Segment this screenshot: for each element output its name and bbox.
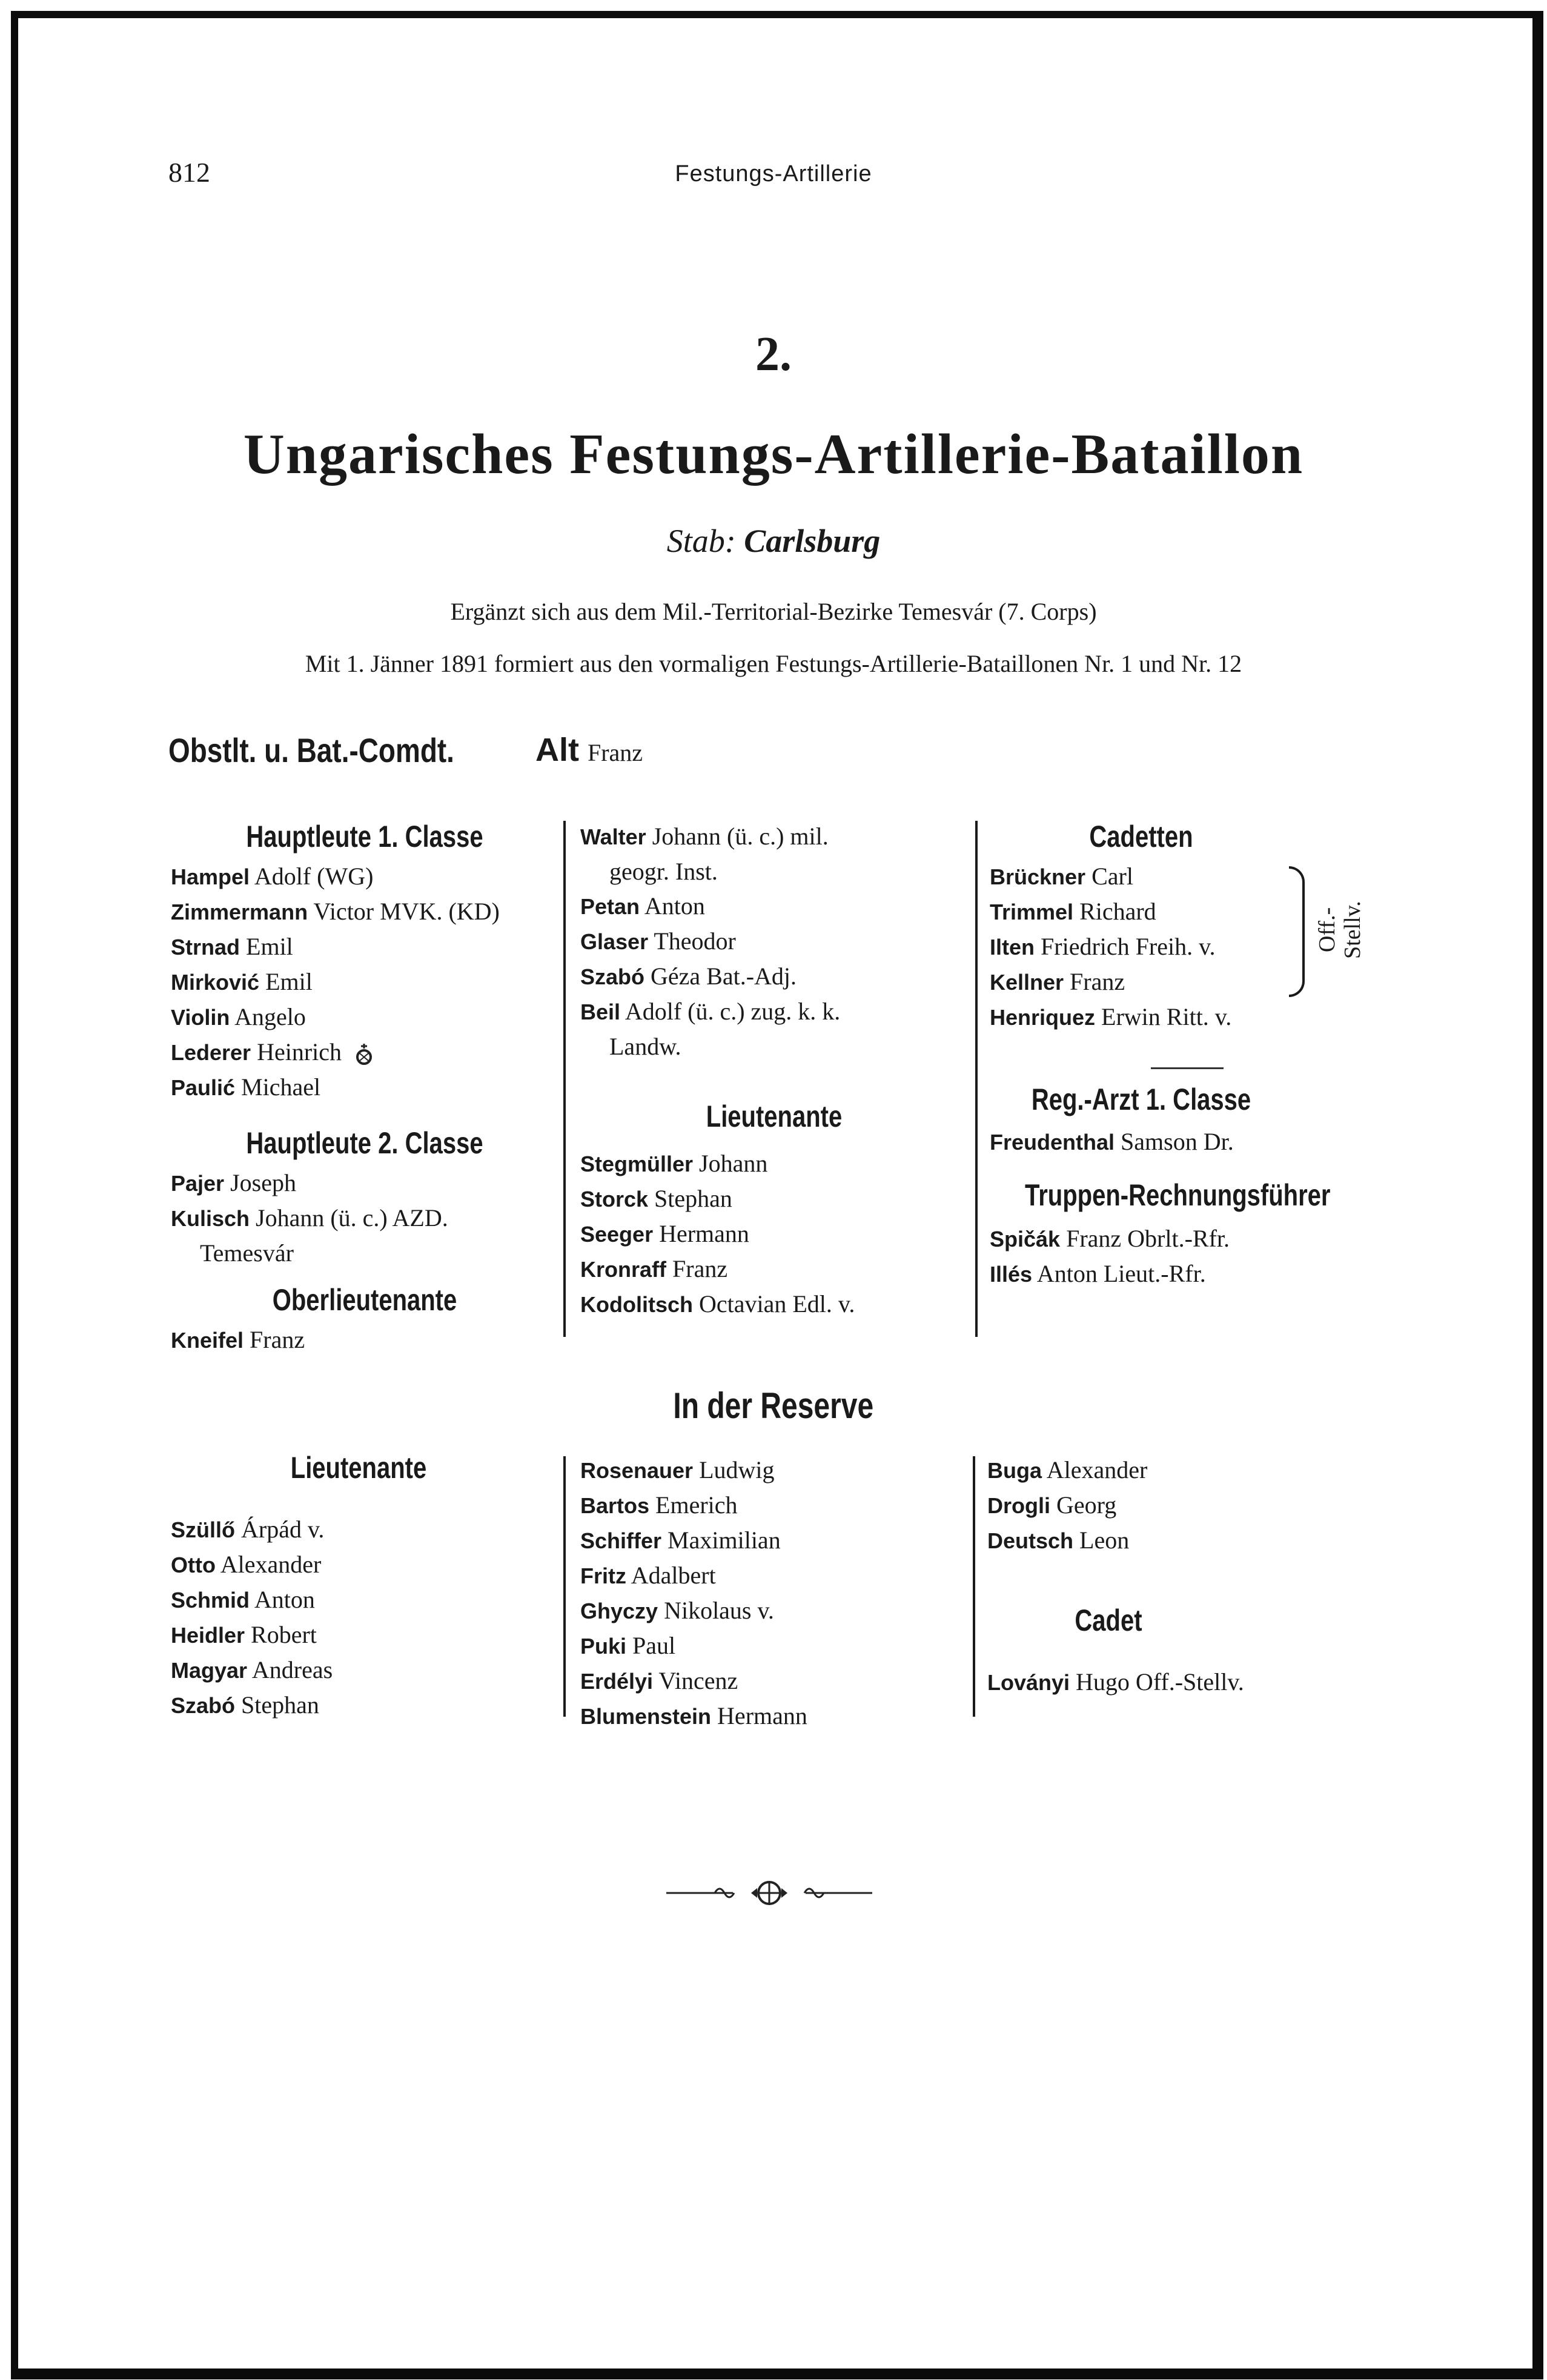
list-item-surname: Schmid xyxy=(171,1588,250,1613)
list-item-details: Hugo Off.-Stellv. xyxy=(1070,1668,1244,1696)
list-reserve-col3 xyxy=(987,1453,1363,1558)
page-number: 812 xyxy=(168,157,210,188)
list-item xyxy=(580,1523,968,1558)
list-item-details: Anton xyxy=(250,1586,315,1613)
off-stellv-label xyxy=(1314,878,1369,981)
list-item-details: Stephan xyxy=(648,1185,732,1212)
list-item-details: Franz xyxy=(666,1255,728,1282)
list-item-surname: Otto xyxy=(171,1553,216,1577)
list-item-cont: geogr. Inst. xyxy=(609,858,718,885)
list-item xyxy=(171,1582,546,1617)
reserve-col-3 xyxy=(987,1453,1363,1700)
list-item-surname: Seeger xyxy=(580,1222,654,1247)
list-item-details: Johann (ü. c.) AZD. xyxy=(250,1204,448,1231)
section-number: 2. xyxy=(755,328,792,381)
stab-label: Stab: xyxy=(666,523,736,559)
list-hauptleute-1 xyxy=(171,859,558,1105)
heading-reserve-lieutenante: Lieutenante xyxy=(290,1451,427,1485)
list-item-details: Emerich xyxy=(649,1491,738,1519)
list-item-surname: Stegmüller xyxy=(580,1152,694,1176)
list-item-details: Franz Obrlt.-Rfr. xyxy=(1060,1225,1230,1252)
list-item xyxy=(990,1256,1353,1291)
reserve-col-2 xyxy=(580,1453,968,1734)
list-item xyxy=(171,999,558,1035)
commander-name xyxy=(535,731,643,769)
list-item-surname: Erdélyi xyxy=(580,1669,654,1694)
list-item-surname: Hampel xyxy=(171,864,250,889)
list-item xyxy=(580,1287,968,1322)
list-item xyxy=(171,1201,558,1236)
list-item-surname: Heidler xyxy=(171,1623,245,1648)
decoration-badge-icon xyxy=(355,1042,373,1067)
list-item-details: Adalbert xyxy=(626,1562,716,1589)
list-item xyxy=(580,1663,968,1699)
list-item xyxy=(171,929,558,964)
column-divider xyxy=(973,1456,975,1717)
list-item-surname: Freudenthal xyxy=(990,1130,1115,1155)
list-item-details: Victor MVK. (KD) xyxy=(308,898,500,925)
list-item-details: Paul xyxy=(626,1632,676,1659)
list-item-surname: Lederer xyxy=(171,1040,251,1065)
list-item-surname: Bartos xyxy=(580,1493,650,1518)
list-item-surname: Petan xyxy=(580,894,640,919)
list-item xyxy=(171,1070,558,1105)
list-item-surname: Loványi xyxy=(987,1670,1070,1695)
list-item xyxy=(171,1512,546,1547)
heading-oberlieutenante: Oberlieutenante xyxy=(272,1283,457,1317)
list-item-surname: Strnad xyxy=(171,935,240,960)
list-item xyxy=(171,1035,558,1070)
list-item xyxy=(171,1322,558,1357)
list-item xyxy=(580,819,968,854)
list-item-surname: Buga xyxy=(987,1458,1042,1483)
list-item-details: Friedrich Freih. v. xyxy=(1035,933,1216,960)
list-item-details: Theodor xyxy=(648,927,736,955)
list-item-surname: Magyar xyxy=(171,1658,248,1683)
list-item-cont: Temesvár xyxy=(200,1239,294,1267)
list-item-surname: Spičák xyxy=(990,1227,1061,1251)
list-item-surname: Beil xyxy=(580,999,621,1024)
page-title: Ungarisches Festungs-Artillerie-Bataillon xyxy=(243,423,1304,486)
list-item-surname: Szabó xyxy=(580,964,645,989)
heading-cadetten: Cadetten xyxy=(1089,820,1193,854)
list-item-details: Heinrich xyxy=(251,1038,342,1066)
list-item-surname: Rosenauer xyxy=(580,1458,694,1483)
list-rechnungsfuehrer xyxy=(990,1221,1353,1291)
list-item xyxy=(987,1453,1363,1488)
list-item xyxy=(171,1652,546,1688)
list-item-details: Erwin Ritt. v. xyxy=(1095,1003,1232,1030)
list-item-details: Richard xyxy=(1073,898,1156,925)
list-item xyxy=(990,1221,1353,1256)
heading-reg-arzt: Reg.-Arzt 1. Classe xyxy=(1031,1082,1251,1116)
reserve-col-1 xyxy=(171,1450,546,1723)
commander-surname: Alt xyxy=(535,732,579,768)
list-item-details: Michael xyxy=(235,1073,321,1101)
list-item-details: Alexander xyxy=(1042,1456,1148,1483)
list-item xyxy=(990,999,1353,1035)
list-item-surname: Fritz xyxy=(580,1563,626,1588)
running-head: Festungs-Artillerie xyxy=(675,161,872,187)
list-item-surname: Drogli xyxy=(987,1493,1050,1518)
list-item-surname: Glaser xyxy=(580,929,649,954)
list-item-cont: Landw. xyxy=(609,1033,681,1060)
list-item-surname: Deutsch xyxy=(987,1528,1074,1553)
list-item-surname: Kodolitsch xyxy=(580,1292,693,1317)
list-item xyxy=(990,1124,1353,1159)
list-item-details: Andreas xyxy=(247,1656,333,1683)
list-item-details: Angelo xyxy=(230,1003,306,1030)
list-item xyxy=(580,1488,968,1523)
list-item-details: Johann xyxy=(693,1150,768,1177)
reserve-title xyxy=(0,1385,1547,1427)
note-recruitment: Ergänzt sich aus dem Mil.-Territorial-Bezirke Temesvár (7. Corps) xyxy=(450,598,1097,625)
reserve-title-text: In der Reserve xyxy=(673,1385,874,1426)
list-item xyxy=(987,1665,1363,1700)
list-reserve-cadet xyxy=(987,1665,1363,1700)
list-reg-arzt xyxy=(990,1124,1353,1159)
column-divider xyxy=(563,821,566,1337)
list-item xyxy=(580,1251,968,1287)
heading-hauptleute-2: Hauptleute 2. Classe xyxy=(246,1126,483,1160)
heading-truppen-rechnungsfuehrer: Truppen-Rechnungsführer xyxy=(1025,1178,1331,1212)
list-hauptleute-2 xyxy=(171,1165,558,1236)
list-item-details: Ludwig xyxy=(693,1456,775,1483)
list-item-surname: Paulić xyxy=(171,1075,236,1100)
list-item-details: Emil xyxy=(259,968,313,995)
list-item xyxy=(580,1593,968,1628)
list-item-surname: Kellner xyxy=(990,970,1064,995)
commander-given: Franz xyxy=(587,739,643,766)
list-col2-top xyxy=(580,819,968,854)
list-item-surname: Brückner xyxy=(990,864,1086,889)
list-item-surname: Kneifel xyxy=(171,1328,244,1353)
off-stellv-part-1: Off.- xyxy=(1314,907,1340,953)
list-item-surname: Szüllő xyxy=(171,1517,235,1542)
list-col2-mid xyxy=(580,889,968,1029)
list-item xyxy=(171,894,558,929)
list-item-details: Leon xyxy=(1073,1526,1130,1554)
list-item-details: Johann (ü. c.) mil. xyxy=(646,823,829,850)
list-item xyxy=(580,1699,968,1734)
divider xyxy=(1151,1067,1224,1069)
list-item-details: Samson Dr. xyxy=(1115,1128,1234,1155)
list-item xyxy=(580,889,968,924)
list-item-surname: Blumenstein xyxy=(580,1704,712,1729)
list-item-details: Vincenz xyxy=(653,1667,738,1694)
list-item-surname: Storck xyxy=(580,1187,649,1212)
list-item-surname: Henriquez xyxy=(990,1005,1096,1030)
list-lieutenante xyxy=(580,1146,968,1322)
list-item xyxy=(580,1146,968,1181)
list-item xyxy=(580,1453,968,1488)
list-item xyxy=(171,859,558,894)
stab-line xyxy=(0,522,1547,560)
list-item-surname: Ilten xyxy=(990,935,1035,960)
list-item-details: Maximilian xyxy=(661,1526,781,1554)
column-divider xyxy=(975,821,978,1337)
list-item-surname: Trimmel xyxy=(990,900,1074,924)
note-formation: Mit 1. Jänner 1891 formiert aus den vormaligen Festungs-Artillerie-Bataillonen Nr. 1 und Nr. 12 xyxy=(305,650,1242,677)
list-item-details: Adolf (WG) xyxy=(250,863,374,890)
list-item-surname: Ghyczy xyxy=(580,1599,658,1623)
list-item-details: Alexander xyxy=(215,1551,322,1578)
list-item-details: Carl xyxy=(1085,863,1133,890)
list-item xyxy=(580,1558,968,1593)
heading-hauptleute-1: Hauptleute 1. Classe xyxy=(246,820,483,854)
heading-lieutenante: Lieutenante xyxy=(706,1099,843,1133)
list-item-surname: Walter xyxy=(580,824,646,849)
list-item-details: Georg xyxy=(1050,1491,1117,1519)
list-item-details: Géza Bat.-Adj. xyxy=(644,963,797,990)
list-item-surname: Mirković xyxy=(171,970,260,995)
list-item-surname: Puki xyxy=(580,1634,627,1659)
list-item-surname: Kulisch xyxy=(171,1206,250,1231)
list-item-details: Joseph xyxy=(224,1169,296,1196)
list-item xyxy=(171,1547,546,1582)
active-col-1 xyxy=(171,819,558,1357)
list-item-details: Robert xyxy=(245,1621,317,1648)
brace xyxy=(1289,866,1305,997)
list-item-surname: Kronraff xyxy=(580,1257,666,1282)
list-item xyxy=(171,1688,546,1723)
list-item-details: Adolf (ü. c.) zug. k. k. xyxy=(620,998,841,1025)
list-item xyxy=(580,994,968,1029)
list-item-details: Stephan xyxy=(235,1691,319,1719)
list-item xyxy=(987,1488,1363,1523)
list-item-surname: Zimmermann xyxy=(171,900,308,924)
heading-cadet: Cadet xyxy=(1075,1603,1142,1637)
list-item xyxy=(171,1617,546,1652)
list-item-surname: Schiffer xyxy=(580,1528,662,1553)
list-item-details: Emil xyxy=(240,933,293,960)
list-item-surname: Violin xyxy=(171,1005,230,1030)
list-oberlieutenante xyxy=(171,1322,558,1357)
list-item-details: Hermann xyxy=(653,1220,749,1247)
commander-rank: Obstlt. u. Bat.-Comdt. xyxy=(168,731,454,769)
list-item-surname: Pajer xyxy=(171,1171,225,1196)
list-item xyxy=(171,964,558,999)
list-item xyxy=(171,1165,558,1201)
list-item-details: Hermann xyxy=(711,1702,807,1729)
list-item-details: Franz xyxy=(243,1326,305,1353)
list-item xyxy=(580,959,968,994)
column-divider xyxy=(563,1456,566,1717)
list-item-details: Anton xyxy=(640,892,705,920)
list-item xyxy=(987,1523,1363,1558)
list-item xyxy=(580,1216,968,1251)
list-item xyxy=(580,924,968,959)
list-item-details: Octavian Edl. v. xyxy=(693,1290,855,1318)
list-item-details: Franz xyxy=(1064,968,1125,995)
list-item-surname: Illés xyxy=(990,1262,1033,1287)
list-item-details: Anton Lieut.-Rfr. xyxy=(1032,1260,1206,1287)
list-reserve-col2 xyxy=(580,1453,968,1734)
commander-line xyxy=(168,731,643,771)
list-item xyxy=(580,1628,968,1663)
off-stellv-part-2: Stellv. xyxy=(1340,901,1365,959)
list-item-surname: Szabó xyxy=(171,1693,236,1718)
ornament-flourish-icon xyxy=(666,1878,872,1908)
list-reserve-lieutenante xyxy=(171,1512,546,1723)
list-item xyxy=(580,1181,968,1216)
list-item-details: Nikolaus v. xyxy=(658,1597,774,1624)
list-item-details: Árpád v. xyxy=(235,1516,325,1543)
active-col-2 xyxy=(580,819,968,1322)
stab-place: Carlsburg xyxy=(744,523,881,559)
